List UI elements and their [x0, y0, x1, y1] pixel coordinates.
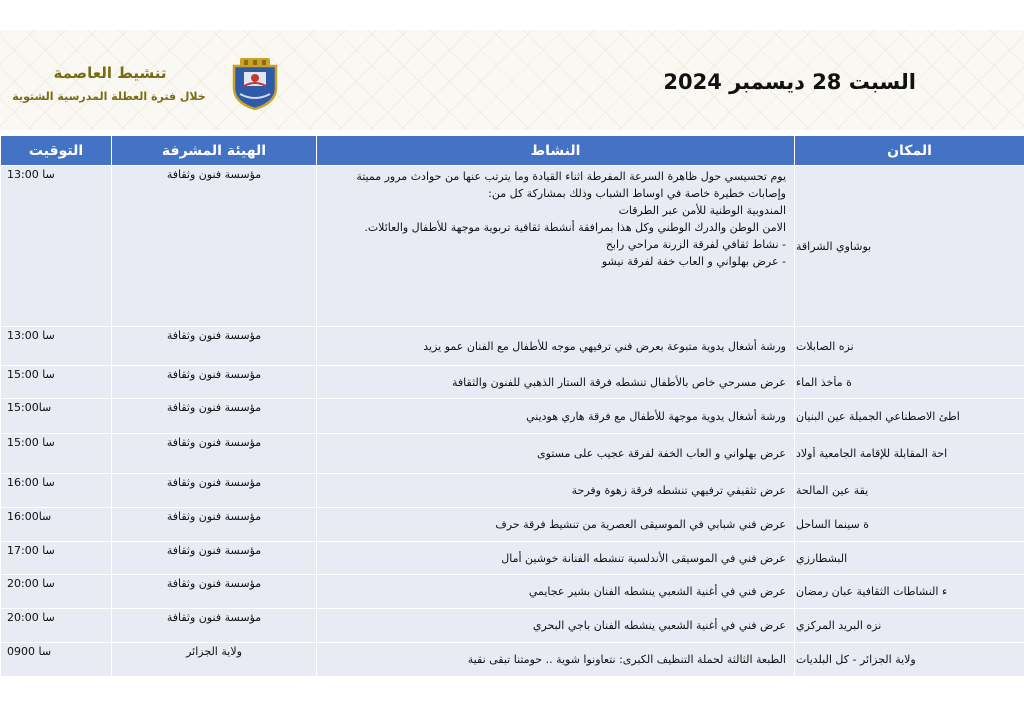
column-header-activity: النشاط [317, 136, 795, 166]
time-cell: 13:00 سا [1, 327, 112, 366]
activity-line: يوم تحسيسي حول ظاهرة السرعة المفرطة اثناء القيادة وما يترتب عنها من حوادث مرور مميتة وإصابات خطيرة خاصة في اوساط الشباب وذلك بمشاركة كل من: [356, 170, 786, 200]
place-cell [795, 327, 1024, 366]
activity-cell [317, 327, 795, 366]
activity-line: عرض فني في أغنية الشعبي ينشطه الفنان بشير عجايمي [528, 585, 786, 598]
organizer-cell: مؤسسة فنون وثقافة [112, 327, 317, 366]
time-cell: 13:00 سا [1, 166, 112, 327]
organizer-cell: مؤسسة فنون وثقافة [112, 542, 317, 575]
place-label: اطئ الاصطناعي الجميلة عين البنيان [796, 409, 960, 423]
time-cell: 20:00 سا [1, 575, 112, 609]
activity-cell [317, 609, 795, 643]
place-cell [795, 508, 1024, 542]
table-row [1, 643, 1024, 677]
activity-line: عرض فني في الموسيقى الأندلسية تنشطه الفنانة خوشين أمال [501, 551, 786, 565]
activity-cell [317, 474, 795, 508]
place-label: ة مأخذ الماء [796, 375, 852, 389]
table-row [1, 609, 1024, 643]
time-cell: 15:00 سا [1, 434, 112, 474]
place-label: احة المقابلة للإقامة الجامعية أولاد [796, 447, 948, 460]
page-date: السبت 28 ديسمبر 2024 [663, 70, 916, 94]
activity-line: - عرض بهلواني و العاب خفة لفرقة نيشو [601, 255, 786, 268]
activity-cell [317, 575, 795, 609]
activity-line: المندوبية الوطنية للأمن عبر الطرقات [618, 204, 786, 217]
time-cell: 15:00سا [1, 399, 112, 434]
activity-line: عرض تثقيفي ترفيهي تنشطه فرقة زهوة وفرحة [571, 484, 786, 497]
activity-cell [317, 643, 795, 677]
place-label: يقة عين المالحة [796, 484, 869, 497]
table-row [1, 399, 1024, 434]
activity-line: عرض فني في أغنية الشعبي ينشطه الفنان باجي البحري [532, 619, 786, 632]
table-row [1, 508, 1024, 542]
place-cell [795, 609, 1024, 643]
organizer-cell: مؤسسة فنون وثقافة [112, 575, 317, 609]
brand-subtitle: خلال فترة العطلة المدرسية الشتوية [12, 90, 206, 103]
organizer-cell: مؤسسة فنون وثقافة [112, 166, 317, 327]
organizer-cell: مؤسسة فنون وثقافة [112, 508, 317, 542]
place-label: بوشاوي الشراقة [796, 239, 872, 253]
place-cell [795, 643, 1024, 677]
time-cell: 09سا 00 [1, 643, 112, 677]
column-header-time: التوقيت [1, 136, 112, 166]
activity-cell [317, 542, 795, 575]
place-cell [795, 575, 1024, 609]
activity-cell [317, 508, 795, 542]
brand-title: تنشيط العاصمة [53, 64, 167, 82]
activity-cell [317, 366, 795, 399]
time-cell: 15:00 سا [1, 366, 112, 399]
place-cell [795, 434, 1024, 474]
activity-line: الطبعة الثالثة لحملة التنظيف الكبرى: نتعاونوا شوية .. حومتنا تبقى نقية [467, 653, 786, 666]
place-cell [795, 399, 1024, 434]
algiers-crest-icon [230, 56, 280, 110]
table-row [1, 575, 1024, 609]
time-cell: 16:00سا [1, 508, 112, 542]
column-header-place: المكان [795, 136, 1024, 166]
table-row [1, 166, 1024, 327]
activity-cell [317, 166, 795, 327]
schedule-table [0, 135, 1024, 677]
activity-line: الامن الوطن والدرك الوطني وكل هذا بمرافقة أنشطة ثقافية تربوية موجهة للأطفال والعائلات. [364, 221, 786, 234]
place-cell [795, 166, 1024, 327]
column-header-org: الهيئة المشرفة [112, 136, 317, 166]
place-cell [795, 366, 1024, 399]
place-label: ة سينما الساحل [796, 518, 870, 531]
activity-line: عرض بهلواني و العاب الخفة لفرقة عجيب على مستوى [537, 447, 786, 460]
organizer-cell: مؤسسة فنون وثقافة [112, 434, 317, 474]
activity-line: - نشاط ثقافي لفرقة الزرنة مراحي رابح [605, 238, 786, 251]
organizer-cell: مؤسسة فنون وثقافة [112, 474, 317, 508]
place-label: ولاية الجزائر - كل البلديات [796, 653, 916, 666]
place-cell [795, 474, 1024, 508]
organizer-cell: مؤسسة فنون وثقافة [112, 366, 317, 399]
organizer-cell: ولاية الجزائر [112, 643, 317, 677]
schedule-body [1, 166, 1024, 677]
table-header-row [1, 136, 1024, 166]
time-cell: 20:00 سا [1, 609, 112, 643]
activity-cell [317, 434, 795, 474]
place-label: ء النشاطات الثقافية عبان رمضان [796, 585, 948, 598]
time-cell: 16:00 سا [1, 474, 112, 508]
activity-line: عرض فني شبابي في الموسيقى العصرية من تنشيط فرقة حرف [495, 518, 786, 531]
organizer-cell: مؤسسة فنون وثقافة [112, 609, 317, 643]
table-row [1, 434, 1024, 474]
activity-line: ورشة أشغال يدوية موجهة للأطفال مع فرقة هاري هوديني [526, 409, 786, 423]
time-cell: 17:00 سا [1, 542, 112, 575]
activity-line: عرض مسرحي خاص بالأطفال تنشطه فرقة الستار الذهبي للفنون والثقافة [452, 375, 786, 389]
activity-line: ورشة أشغال يدوية متبوعة بعرض فني ترفيهي موجه للأطفال مع الفنان عمو يزيد [423, 339, 786, 353]
place-label: نزه الصابلات [796, 339, 854, 353]
table-row [1, 366, 1024, 399]
place-label: البشطارزي [796, 551, 848, 565]
table-row [1, 542, 1024, 575]
place-cell [795, 542, 1024, 575]
table-row [1, 327, 1024, 366]
activity-cell [317, 399, 795, 434]
place-label: نزه البريد المركزي [796, 619, 882, 632]
table-row [1, 474, 1024, 508]
organizer-cell: مؤسسة فنون وثقافة [112, 399, 317, 434]
